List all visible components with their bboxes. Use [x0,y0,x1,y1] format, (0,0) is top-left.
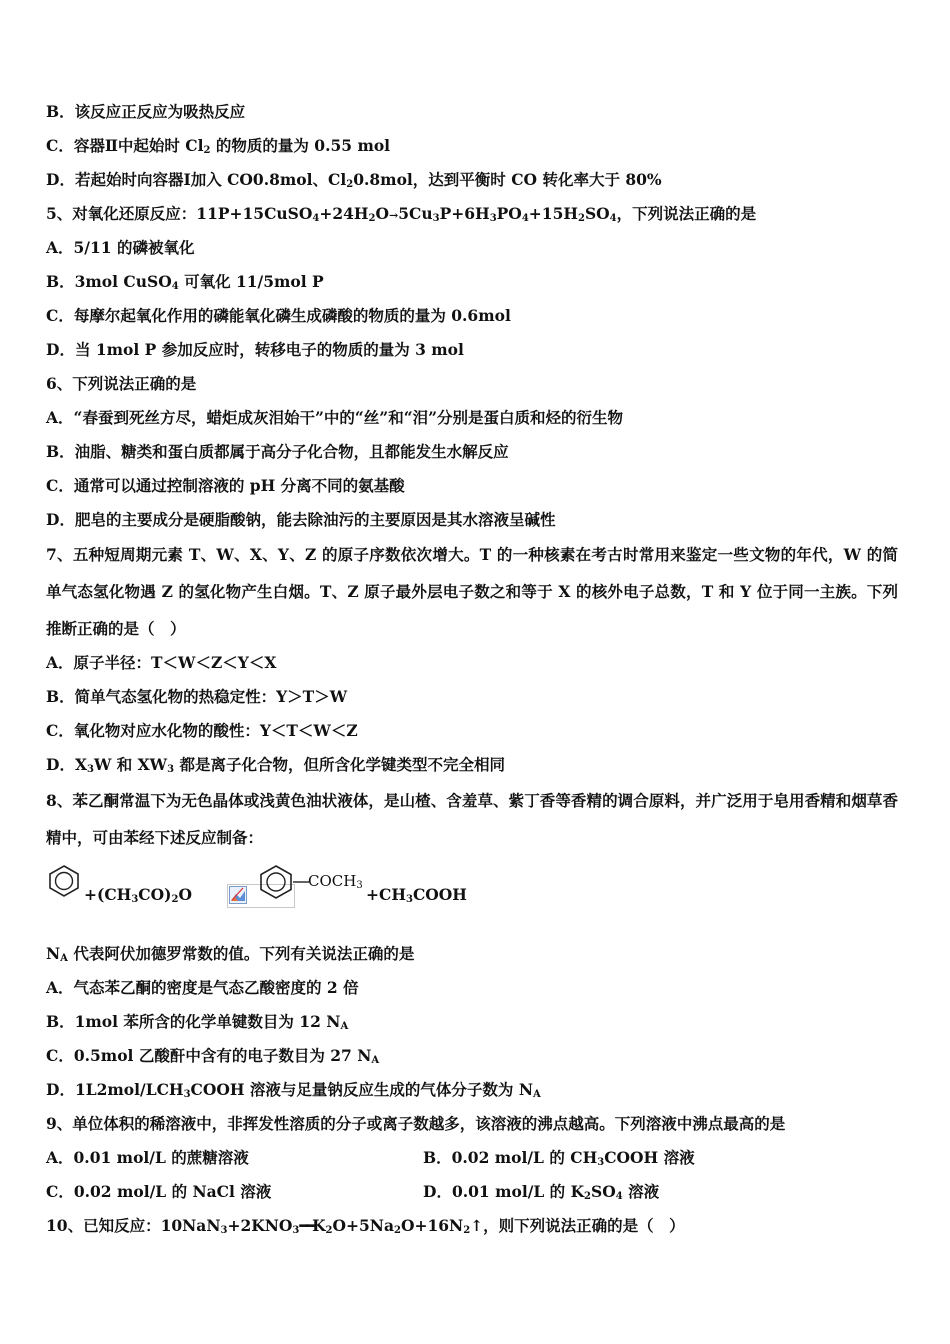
subscript: 3 [597,1157,605,1168]
subscript: 3 [405,894,413,905]
subscript: 2 [584,1191,592,1202]
option-text: 0.8mol，达到平衡时 CO 转化率大于 80% [353,170,662,189]
option-line [46,1080,898,1100]
option-text: B．简单气态氢化物的热稳定性：Y＞T＞W [46,687,348,706]
option-text: C．通常可以通过控制溶液的 pH 分离不同的氨基酸 [46,476,405,495]
equals-bar-symbol: ━━ [299,1216,313,1235]
broken-image-icon [229,886,247,904]
option-text: C．氧化物对应水化物的酸性：Y＜T＜W＜Z [46,721,358,740]
subscript: 4 [615,1191,623,1202]
subscript: 2 [203,145,211,156]
text: O+5Na [332,1216,395,1235]
subscript: 4 [521,213,529,224]
option-text: B．1mol 苯所含的化学单键数目为 12 N [46,1012,341,1031]
subscript: 3 [131,894,139,905]
text: PO [496,204,522,223]
option-line [46,510,898,530]
option-text: C．每摩尔起氧化作用的磷能氧化磷生成磷酸的物质的量为 0.6mol [46,306,511,325]
option-text: C．容器Ⅱ中起始时 Cl [46,136,204,155]
option-line [46,978,898,998]
option-text: B．3mol CuSO [46,272,172,291]
option-text: B．该反应正反应为吸热反应 [46,102,246,121]
option-line [46,721,898,741]
text: K [312,1216,326,1235]
option-text: 都是离子化合物，但所含化学键类型不完全相同 [174,755,505,774]
text: ↑，则下列说法正确的是（ ） [470,1216,685,1235]
text: SO [584,204,610,223]
option-line [46,1012,898,1032]
subscript: 2 [463,1225,471,1236]
subscript: 4 [171,281,179,292]
reaction-scheme [46,864,526,914]
subscript: A [340,1021,349,1032]
subscript: 2 [171,894,179,905]
text: +CH [366,885,406,904]
option-text: C．0.02 mol/L 的 NaCl 溶液 [46,1182,272,1201]
bond-line-icon [293,880,309,884]
benzene-structure-icon [46,864,82,898]
option-line [46,238,898,258]
option-line [46,102,898,122]
subscript: 2 [368,213,376,224]
option-line [46,306,898,326]
option-text: COOH 溶液与足量钠反应生成的气体分子数为 N [190,1080,533,1099]
byproduct-acetic-acid [366,885,467,904]
subscript: A [533,1089,541,1100]
option-row [46,1148,898,1168]
question-text: 8、苯乙酮常温下为无色晶体或浅黄色油状液体，是山楂、含羞草、紫丁香等香精的调合原料，并广泛用于皂用香精和烟草香精中，可由苯经下述反应制备： [46,791,898,847]
option-line [46,272,898,292]
option-line [46,653,898,673]
option-text: B．油脂、糖类和蛋白质都属于高分子化合物，且都能发生水解反应 [46,442,509,461]
subscript: 3 [167,764,175,775]
subscript: A [371,1055,380,1066]
option-line [46,340,898,360]
subscript: 4 [609,213,617,224]
subscript: 2 [394,1225,401,1236]
question-9-stem [46,1114,898,1134]
option-text [423,1148,695,1168]
option-line [46,442,898,462]
text: B．0.02 mol/L 的 CH [423,1148,598,1167]
text: 5Cu [398,204,433,223]
option-line [46,755,898,775]
text: COOH [412,885,467,904]
option-text: C．0.5mol 乙酸酐中含有的电子数目为 27 N [46,1046,372,1065]
option-text: D．1L2mol/LCH [46,1080,184,1099]
text: SO [591,1182,616,1201]
text: 代表阿伏加德罗常数的值。下列有关说法正确的是 [67,944,415,963]
question-text: 6、下列说法正确的是 [46,374,197,393]
text: +2KNO [227,1216,293,1235]
question-text: 9、单位体积的稀溶液中，非挥发性溶质的分子或离子数越多，该溶液的沸点越高。下列溶液中沸点最高的是 [46,1114,786,1133]
option-text: A．气态苯乙酮的密度是气态乙酸密度的 2 倍 [46,978,359,997]
option-text: W 和 XW [93,755,168,774]
option-line [46,170,898,190]
question-6-stem [46,374,898,394]
subscript: 3 [292,1225,300,1236]
question-7-stem [46,536,898,647]
subscript: 4 [312,213,320,224]
option-line [46,687,898,707]
subscript: 2 [346,179,354,190]
question-text: 7、五种短周期元素 T、W、X、Y、Z 的原子序数依次增大。T 的一种核素在考古时常用来鉴定一些文物的年代，W 的简单气态氢化物遇 Z 的氢化物产生白烟。T、Z 原子最外层电子数之和等于 X 的核外电子总数，T 和 Y 位于同一主族。下列推断正确的是（ ） [46,545,898,638]
arrow-symbol: → [389,209,399,222]
text: COOH 溶液 [604,1148,695,1167]
subscript: 3 [183,1089,191,1100]
option-line [46,1046,898,1066]
acetyl-group-label [308,872,363,890]
subscript: 3 [220,1225,228,1236]
text: 5、对氧化还原反应：11P+15CuSO [46,204,313,223]
question-8-stem [46,782,898,856]
option-line [46,136,898,156]
text: COCH [308,872,357,890]
option-text: D．当 1mol P 参加反应时，转移电子的物质的量为 3 mol [46,340,464,359]
text: O+16N [400,1216,464,1235]
option-text: D．若起始时向容器Ⅰ加入 CO0.8mol、Cl [46,170,347,189]
text: CO) [138,885,172,904]
reagent-anhydride [84,885,192,904]
option-text [423,1182,659,1202]
text: N [46,944,61,963]
question-8-note [46,944,898,964]
subscript: 2 [578,213,585,224]
option-line [46,408,898,428]
option-text: D．肥皂的主要成分是硬脂酸钠，能去除油污的主要原因是其水溶液呈碱性 [46,510,556,529]
option-text: A．原子半径：T＜W＜Z＜Y＜X [46,653,277,672]
option-text: A．5/11 的磷被氧化 [46,238,195,257]
question-5-stem [46,204,898,226]
text: 10、已知反应：10NaN [46,1216,221,1235]
option-text: A．“春蚕到死丝方尽，蜡炬成灰泪始干”中的“丝”和“泪”分别是蛋白质和烃的衍生物 [46,408,624,427]
text: D．0.01 mol/L 的 K [423,1182,585,1201]
subscript: 3 [356,880,363,891]
subscript: 3 [489,213,497,224]
text: O [375,204,390,223]
text: P+6H [439,204,490,223]
subscript: 3 [86,764,94,775]
option-text: D．X [46,755,87,774]
text: O [178,885,192,904]
option-text: A．0.01 mol/L 的蔗糖溶液 [46,1148,249,1167]
question-10-stem [46,1216,898,1236]
subscript: A [60,953,68,964]
acetophenone-ring-icon [257,864,295,900]
option-text: 的物质的量为 0.55 mol [210,136,391,155]
option-line [46,476,898,496]
option-text: 可氧化 11/5mol P [178,272,324,291]
text: ，下列说法正确的是 [616,204,757,223]
subscript: 3 [432,213,440,224]
text: 溶液 [622,1182,660,1201]
text: +15H [528,204,578,223]
text: +24H [319,204,369,223]
option-row [46,1182,898,1202]
text: +(CH [84,885,132,904]
subscript: 2 [325,1225,333,1236]
